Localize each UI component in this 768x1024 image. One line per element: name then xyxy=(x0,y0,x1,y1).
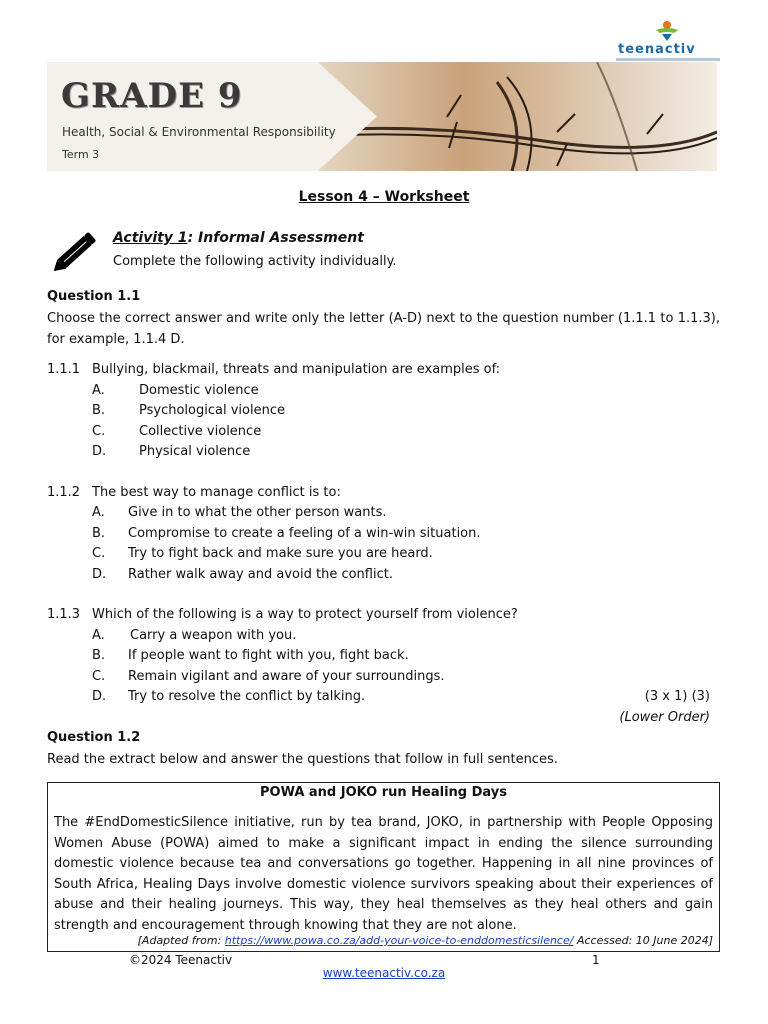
logo-tagline xyxy=(616,58,720,61)
extract-title: POWA and JOKO run Healing Days xyxy=(259,785,508,800)
extract-body: The #EndDomesticSilence initiative, run by tea brand, JOKO, in partnership with People Opposing Women Abuse (POWA) aimed to make a significant impact in ending the silence surrounding domestic violence because tea and conversations go together. Happening in all nine provinces of South Africa, Healing Days involve domestic violence survivors speaking about their experiences of abuse and their healing journeys. This way, they heal themselves as they heal others and gain strength and encouragement through knowing that they are not alone. xyxy=(54,815,713,933)
option-letter: D. xyxy=(92,689,107,704)
banner-grade: GRADE 9 xyxy=(61,76,243,116)
page-number: 1 xyxy=(592,953,600,967)
question-1-2-instructions: Read the extract below and answer the questions that follow in full sentences. xyxy=(47,752,558,767)
logo-wordmark: teenactiv xyxy=(618,42,696,57)
question-number: 1.1.2 xyxy=(47,485,81,500)
option-text: Give in to what the other person wants. xyxy=(128,505,387,520)
option-text: Domestic violence xyxy=(139,383,259,398)
footer-website xyxy=(0,966,768,980)
option-text: Psychological violence xyxy=(139,403,285,418)
option-text: Carry a weapon with you. xyxy=(130,628,297,643)
cognitive-level: (Lower Order) xyxy=(619,710,710,725)
option-letter: A. xyxy=(92,628,105,643)
option-text: Try to resolve the conflict by talking. xyxy=(128,689,366,704)
marks-allocation: (3 x 1) (3) xyxy=(644,689,710,704)
activity-instruction: Complete the following activity individually. xyxy=(113,254,397,269)
question-text: The best way to manage conflict is to: xyxy=(92,485,341,500)
grade-banner xyxy=(47,62,717,171)
question-text: Bullying, blackmail, threats and manipulation are examples of: xyxy=(92,362,501,377)
teenactiv-logo xyxy=(612,20,724,60)
question-1-2-heading: Question 1.2 xyxy=(47,730,141,745)
banner-subject: Health, Social & Environmental Responsibility xyxy=(62,125,336,139)
question-text: Which of the following is a way to protect yourself from violence? xyxy=(92,607,518,622)
option-letter: A. xyxy=(92,505,105,520)
question-number: 1.1.1 xyxy=(47,362,81,377)
option-text: Try to fight back and make sure you are heard. xyxy=(128,546,433,561)
option-letter: C. xyxy=(92,669,106,684)
option-letter: B. xyxy=(92,648,106,663)
logo-figure-icon xyxy=(652,20,682,42)
option-letter: D. xyxy=(92,444,107,459)
footer-copyright: ©2024 Teenactiv xyxy=(129,953,233,967)
option-text: Collective violence xyxy=(139,424,262,439)
question-1-1-instructions: Choose the correct answer and write only the letter (A-D) next to the question number (1.1.1 to 1.1.3), for example, 1.1.4 D. xyxy=(47,311,720,347)
pencil-icon xyxy=(50,227,102,275)
question-1-1-heading: Question 1.1 xyxy=(47,289,141,304)
option-letter: C. xyxy=(92,546,106,561)
activity-heading xyxy=(113,230,364,246)
option-text: Physical violence xyxy=(139,444,251,459)
option-text: Rather walk away and avoid the conflict. xyxy=(128,567,393,582)
option-letter: B. xyxy=(92,526,106,541)
activity-label: Activity 1 xyxy=(113,230,188,246)
banner-term: Term 3 xyxy=(62,148,100,161)
extract-source-link[interactable]: https://www.powa.co.za/add-your-voice-to-enddomesticsilence/ xyxy=(224,934,574,947)
option-letter: B. xyxy=(92,403,106,418)
footer-website-link[interactable]: www.teenactiv.co.za xyxy=(322,966,446,980)
option-text: If people want to fight with you, fight back. xyxy=(128,648,409,663)
extract-source: [Adapted from: https://www.powa.co.za/add-your-voice-to-enddomesticsilence/ Accessed: 10 June 2024] xyxy=(137,934,713,947)
worksheet-title: Lesson 4 – Worksheet xyxy=(298,189,470,205)
option-letter: A. xyxy=(92,383,105,398)
activity-title: : Informal Assessment xyxy=(187,230,364,246)
option-letter: C. xyxy=(92,424,106,439)
option-letter: D. xyxy=(92,567,107,582)
question-number: 1.1.3 xyxy=(47,607,81,622)
option-text: Compromise to create a feeling of a win-win situation. xyxy=(128,526,481,541)
option-text: Remain vigilant and aware of your surroundings. xyxy=(128,669,445,684)
extract-box xyxy=(47,782,720,952)
